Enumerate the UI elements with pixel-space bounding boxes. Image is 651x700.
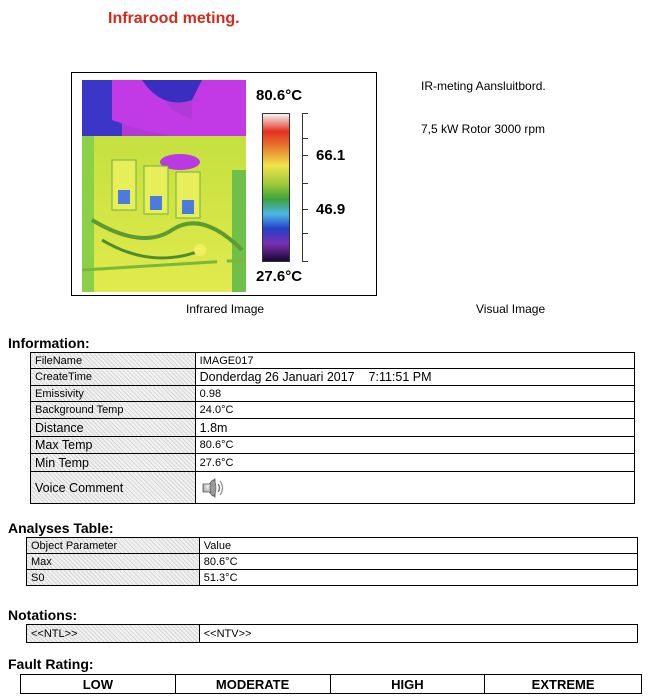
analyses-header-param: Object Parameter <box>27 538 200 554</box>
scale-tick <box>302 138 308 139</box>
info-value: 80.6°C <box>195 437 634 454</box>
scale-max-label: 80.6°C <box>256 87 303 104</box>
infrared-caption: Infrared Image <box>186 302 265 316</box>
info-label: Distance <box>31 419 196 437</box>
table-row <box>27 538 638 554</box>
info-value: 0.98 <box>195 386 634 402</box>
scale-tick <box>302 155 308 156</box>
side-note-line1: IR-meting Aansluitbord. <box>421 79 546 93</box>
page-title: Infrarood meting. <box>108 10 240 27</box>
table-row <box>27 554 638 570</box>
info-value: 27.6°C <box>195 454 634 472</box>
notations-table <box>26 624 638 643</box>
table-row <box>31 386 635 402</box>
scale-tick <box>302 209 308 210</box>
fault-level-low: LOW <box>21 675 176 694</box>
visual-caption: Visual Image <box>476 302 546 316</box>
scale-tick-label-upper: 66.1 <box>316 147 346 164</box>
info-value: 1.8m <box>195 419 634 437</box>
table-row <box>27 625 638 643</box>
analyses-header-value: Value <box>199 538 637 554</box>
scale-axis <box>302 113 303 262</box>
scale-tick <box>302 233 308 234</box>
analyses-value: 51.3°C <box>199 570 637 586</box>
fault-level-extreme: EXTREME <box>485 675 642 694</box>
scale-tick-label-lower: 46.9 <box>316 201 346 218</box>
scale-tick <box>302 183 308 184</box>
information-heading: Information: <box>8 335 90 351</box>
fault-level-moderate: MODERATE <box>175 675 330 694</box>
scale-tick <box>302 113 308 114</box>
notations-heading: Notations: <box>8 607 78 623</box>
info-value: Donderdag 26 Januari 2017 7:11:51 PM <box>195 369 634 386</box>
table-row <box>31 437 635 454</box>
speaker-icon[interactable] <box>200 475 226 501</box>
info-label: Background Temp <box>31 402 196 419</box>
info-label: Voice Comment <box>31 472 196 504</box>
color-scale-bar <box>262 113 290 262</box>
info-label: Emissivity <box>31 386 196 402</box>
analyses-table <box>26 537 638 586</box>
info-value: IMAGE017 <box>195 353 634 369</box>
notation-ntl: <<NTL>> <box>27 625 200 643</box>
scale-tick <box>302 261 308 262</box>
analyses-heading: Analyses Table: <box>8 520 114 536</box>
table-row <box>27 570 638 586</box>
voice-comment-cell <box>195 472 634 504</box>
info-label: FileName <box>31 353 196 369</box>
table-row <box>21 675 642 694</box>
info-value: 24.0°C <box>195 402 634 419</box>
fault-rating-table <box>20 674 642 694</box>
side-note-line2: 7,5 kW Rotor 3000 rpm <box>421 122 546 136</box>
analyses-value: 80.6°C <box>199 554 637 570</box>
notation-ntv: <<NTV>> <box>199 625 637 643</box>
table-row <box>31 454 635 472</box>
analyses-param: S0 <box>27 570 200 586</box>
table-row <box>31 472 635 504</box>
analyses-param: Max <box>27 554 200 570</box>
table-row <box>31 353 635 369</box>
scale-min-label: 27.6°C <box>256 268 303 285</box>
information-table <box>30 352 635 504</box>
fault-level-high: HIGH <box>330 675 485 694</box>
info-label: CreateTime <box>31 369 196 386</box>
table-row <box>31 369 635 386</box>
fault-rating-heading: Fault Rating: <box>8 656 94 672</box>
table-row <box>31 402 635 419</box>
table-row <box>31 419 635 437</box>
info-label: Min Temp <box>31 454 196 472</box>
thermal-photo <box>82 80 246 292</box>
infrared-image <box>71 72 377 296</box>
info-label: Max Temp <box>31 437 196 454</box>
